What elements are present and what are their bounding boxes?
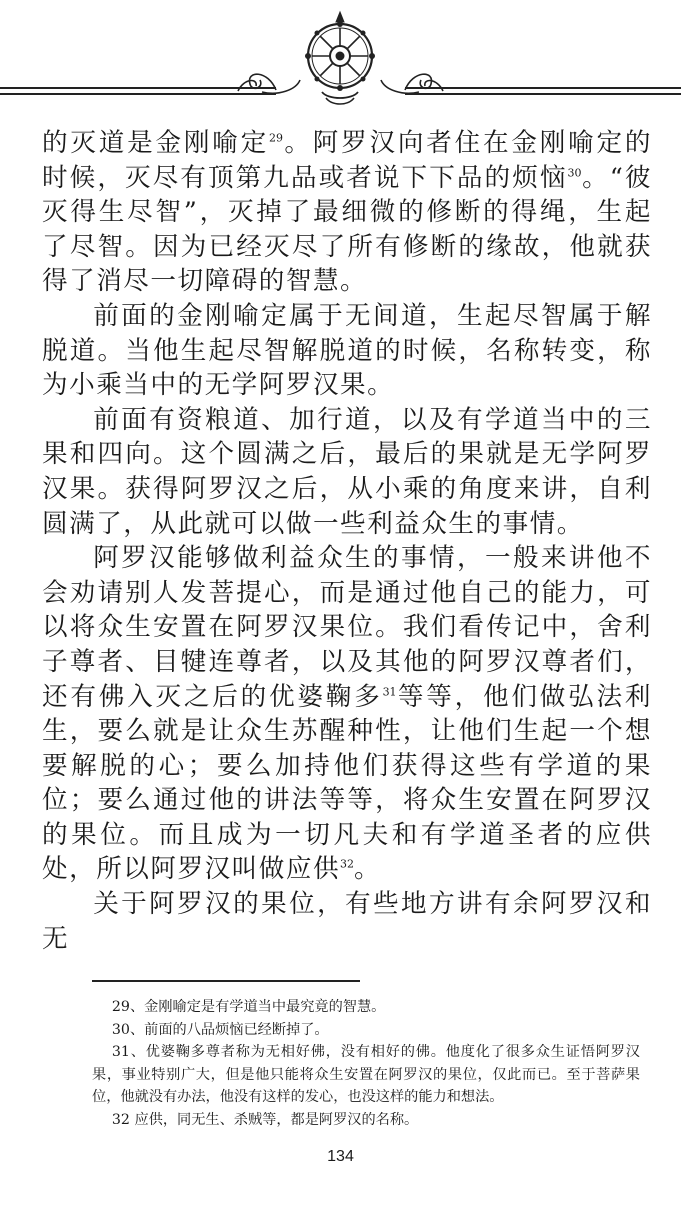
cloud-scroll-left-icon	[238, 74, 300, 93]
footnote-ref-30: 30	[567, 166, 582, 180]
footnote-ref-31: 31	[382, 684, 397, 698]
paragraph-1: 的灭道是金刚喻定$^{29}$。阿罗汉向者住在金刚喻定的时候，灭尽有顶第九品或者说下下品的烦恼$^{30}$。“彼灭得生尽智”，灭掉了最细微的修断的得绳，生起了尽智。因为已经灭尽了所有修断的缘故，他就获得了消尽一切障碍的智慧。	[42, 128, 652, 297]
main-text	[42, 126, 652, 956]
paragraph-5: 关于阿罗汉的果位，有些地方讲有余阿罗汉和无	[42, 889, 652, 954]
footnote-30: 30、前面的八品烦恼已经断掉了。	[111, 1021, 329, 1038]
paragraph-2: 前面的金刚喻定属于无间道，生起尽智属于解脱道。当他生起尽智解脱道的时候，名称转变，称为小乘当中的无学阿罗汉果。	[42, 300, 652, 401]
footnote-31: 31、优婆鞠多尊者称为无相好佛，没有相好的佛。他度化了很多众生证悟阿罗汉果，事业特别广大，但是他只能将众生安置在阿罗汉的果位，仅此而已。至于菩萨果位，他就没有办法，他没有这样的发心，也没这样的能力和想法。	[92, 1044, 640, 1105]
header-ornament	[0, 0, 681, 110]
footnote-29: 29、金刚喻定是有学道当中最究竟的智慧。	[111, 999, 386, 1015]
paragraph-3: 前面有资粮道、加行道，以及有学道当中的三果和四向。这个圆满之后，最后的果就是无学阿罗汉果。获得阿罗汉之后，从小乘的角度来讲，自利圆满了，从此就可以做一些利益众生的事情。	[42, 404, 652, 539]
cloud-scroll-right-icon	[381, 74, 443, 93]
paragraph-4: 阿罗汉能够做利益众生的事情，一般来讲他不会劝请别人发菩提心，而是通过他自己的能力，可以将众生安置在阿罗汉果位。我们看传记中，舍利子尊者、目犍连尊者，以及其他的阿罗汉尊者们，还有佛入灭之后的优婆鞠多$^{31}$等等，他们做弘法利生，要么就是让众生苏醒种性，让他们生起一个想要解脱的心；要么加持他们获得这些有学道的果位；要么通过他的讲法等等，将众生安置在阿罗汉的果位。而且成为一切凡夫和有学道圣者的应供处，所以阿罗汉叫做应供$^{32}$。	[42, 543, 652, 885]
footnote-divider	[92, 980, 360, 982]
page-number: 134	[327, 1148, 354, 1165]
footnote-32: 32 应供，同无生、杀贼等，都是阿罗汉的名称。	[111, 1111, 419, 1128]
page-header	[0, 0, 681, 110]
dharma-wheel-icon	[305, 12, 375, 104]
footnotes	[92, 996, 640, 1131]
footnote-ref-32: 32	[340, 857, 355, 871]
footnote-ref-29: 29	[269, 131, 284, 145]
